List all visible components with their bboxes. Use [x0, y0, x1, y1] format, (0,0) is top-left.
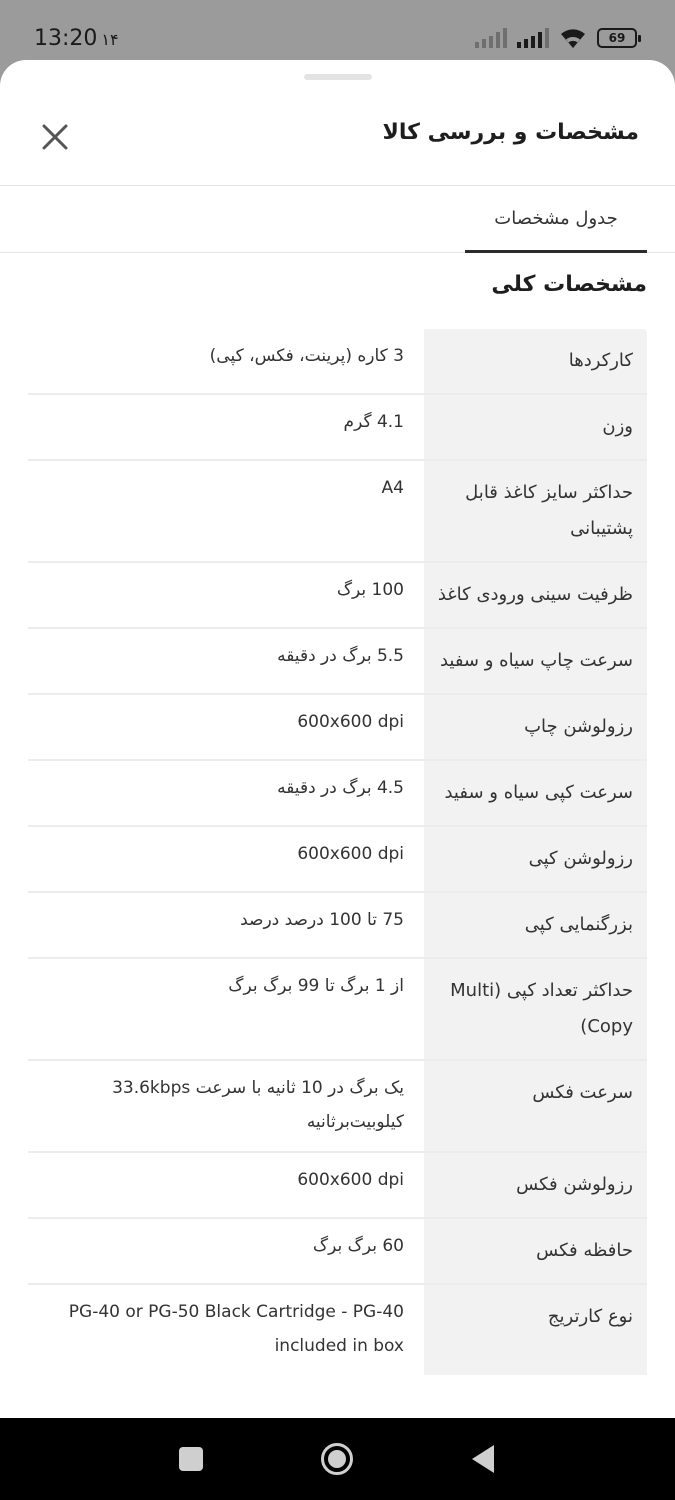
- drag-handle[interactable]: [304, 74, 372, 80]
- recent-apps-icon: [174, 1442, 208, 1476]
- status-sub-value: ۱۴: [101, 30, 119, 49]
- table-row: [28, 959, 647, 1061]
- table-row: [28, 1285, 647, 1375]
- spec-label: رزولوشن فکس: [424, 1153, 647, 1217]
- home-icon: [320, 1442, 354, 1476]
- spec-label: سرعت چاپ سیاه و سفید: [424, 629, 647, 693]
- table-row: [28, 1061, 647, 1153]
- spec-value: 4.5 برگ در دقیقه: [277, 778, 404, 798]
- table-row: [28, 695, 647, 761]
- table-row: [28, 761, 647, 827]
- status-time: [34, 26, 119, 51]
- table-row: [28, 1219, 647, 1285]
- spec-value: PG-40 or PG-50 Black Cartridge - PG-40 included in box: [68, 1302, 404, 1356]
- spec-label: سرعت کپی سیاه و سفید: [424, 761, 647, 825]
- table-row: [28, 395, 647, 461]
- spec-value: یک برگ در 10 ثانیه با سرعت 33.6kbps کیلوبیت‌برثانیه: [112, 1078, 404, 1132]
- table-row: [28, 629, 647, 695]
- spec-value: A4: [381, 478, 404, 498]
- spec-value: 4.1 گرم: [343, 412, 404, 432]
- table-row: [28, 893, 647, 959]
- table-row: [28, 563, 647, 629]
- navigation-bar: [0, 1418, 675, 1500]
- spec-label: نوع کارتریج: [424, 1285, 647, 1375]
- close-button[interactable]: [40, 122, 70, 152]
- spec-value: 600x600 dpi: [297, 1170, 404, 1190]
- status-icons: [475, 24, 637, 52]
- spec-table: [28, 329, 647, 1375]
- spec-label: حافظه فکس: [424, 1219, 647, 1283]
- spec-value: 5.5 برگ در دقیقه: [277, 646, 404, 666]
- spec-value: از 1 برگ تا 99 برگ برگ: [228, 976, 404, 996]
- battery-icon: 69: [597, 28, 637, 48]
- table-row: [28, 329, 647, 395]
- spec-label: سرعت فکس: [424, 1061, 647, 1151]
- sheet-header: [0, 98, 675, 186]
- back-button[interactable]: [466, 1442, 500, 1476]
- spec-value: 3 کاره (پرینت، فکس، کپی): [209, 346, 404, 366]
- home-button[interactable]: [320, 1442, 354, 1476]
- spec-value: 600x600 dpi: [297, 844, 404, 864]
- spec-label: حداکثر تعداد کپی (Multi Copy): [424, 959, 647, 1059]
- back-icon: [466, 1442, 500, 1476]
- close-icon: [40, 122, 70, 152]
- recent-apps-button[interactable]: [174, 1442, 208, 1476]
- wifi-icon: [559, 27, 587, 49]
- table-row: [28, 1153, 647, 1219]
- spec-label: ظرفیت سینی ورودی کاغذ: [424, 563, 647, 627]
- sheet-title: مشخصات و بررسی کالا: [382, 120, 639, 145]
- spec-value: 600x600 dpi: [297, 712, 404, 732]
- spec-label: حداکثر سایز کاغذ قابل پشتیبانی: [424, 461, 647, 561]
- status-bar: [0, 0, 675, 62]
- table-row: [28, 461, 647, 563]
- spec-label: رزولوشن کپی: [424, 827, 647, 891]
- clock-text: 13:20: [34, 26, 98, 51]
- signal-icon: [475, 28, 507, 48]
- spec-value: 75 تا 100 درصد درصد: [240, 910, 404, 930]
- table-row: [28, 827, 647, 893]
- spec-value: 60 برگ برگ: [312, 1236, 404, 1256]
- spec-label: رزولوشن چاپ: [424, 695, 647, 759]
- spec-value: 100 برگ: [336, 580, 404, 600]
- tab-bar: [0, 187, 675, 253]
- tab-spec-table[interactable]: جدول مشخصات: [465, 187, 647, 253]
- spec-label: بزرگنمایی کپی: [424, 893, 647, 957]
- section-title: مشخصات کلی: [491, 272, 647, 297]
- spec-label: کارکردها: [424, 329, 647, 393]
- bottom-sheet: [0, 60, 675, 1418]
- spec-label: وزن: [424, 395, 647, 459]
- signal-icon: [517, 28, 549, 48]
